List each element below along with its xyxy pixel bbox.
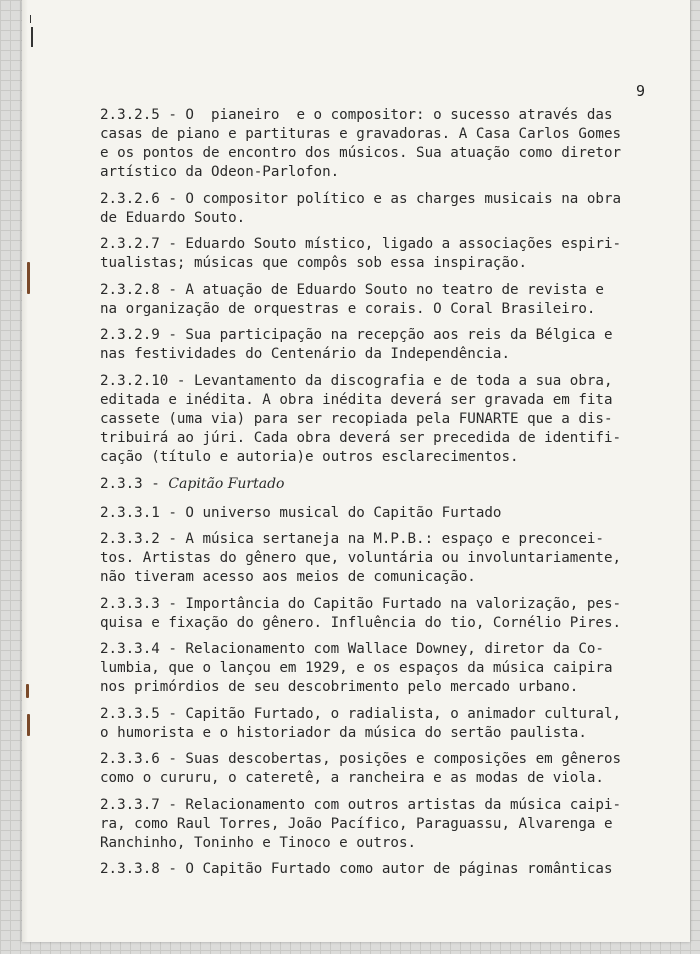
text-line: cassete (uma via) para ser recopiada pela FUNARTE que a dis-	[100, 410, 613, 427]
paragraph	[100, 796, 630, 853]
text-line: tribuirá ao júri. Cada obra deverá ser precedida de identifi-	[100, 429, 622, 446]
text-line: e os pontos de encontro dos músicos. Sua atuação como diretor	[100, 145, 622, 161]
paragraph	[100, 281, 630, 319]
text-line: como o cururu, o cateretê, a rancheira e as modas de viola.	[100, 770, 604, 786]
text-line: tualistas; músicas que compôs sob essa inspiração.	[100, 255, 528, 271]
text-line: cação (título e autoria)e outros esclarecimentos.	[100, 448, 519, 465]
text-line: 2.3.3.3 - Importância do Capitão Furtado na valorização, pes-	[100, 595, 622, 612]
paragraph	[100, 326, 630, 364]
text-line: 2.3.2.5 - O pianeiro e o compositor: o sucesso através das	[100, 107, 613, 123]
tick-mark	[30, 15, 31, 23]
text-line: 2.3.3.5 - Capitão Furtado, o radialista, o animador cultural,	[100, 705, 622, 722]
text-line: 2.3.2.9 - Sua participação na recepção aos reis da Bélgica e	[100, 327, 613, 343]
staple-mark	[27, 262, 30, 294]
text-line: 2.3.2.7 - Eduardo Souto místico, ligado a associações espiri-	[100, 236, 622, 252]
paragraph	[100, 235, 630, 273]
text-line: casas de piano e partituras e gravadoras. A Casa Carlos Gomes	[100, 126, 622, 142]
document-body	[100, 106, 630, 887]
text-line: tos. Artistas do gênero que, voluntária ou involuntariamente,	[100, 550, 622, 566]
text-line: nos primórdios de seu descobrimento pelo mercado urbano.	[100, 679, 579, 695]
page-number: 9	[636, 82, 646, 100]
text-line: não tiveram acesso aos meios de comunicação.	[100, 569, 476, 585]
text-line: 2.3.2.8 - A atuação de Eduardo Souto no teatro de revista e	[100, 281, 604, 298]
tick-mark	[31, 27, 33, 47]
paragraph	[100, 860, 630, 879]
text-line: 2.3.3.7 - Relacionamento com outros artistas da música caipi-	[100, 796, 622, 813]
paragraph	[100, 595, 630, 633]
staple-mark	[26, 684, 29, 698]
text-line: 2.3.2.6 - O compositor político e as charges musicais na obra	[100, 190, 622, 207]
paragraph	[100, 530, 630, 587]
text-line: nas festividades do Centenário da Independência.	[100, 346, 510, 362]
text-line: Ranchinho, Toninho e Tinoco e outros.	[100, 834, 417, 851]
text-line: quisa e fixação do gênero. Influência do tio, Cornélio Pires.	[100, 614, 622, 631]
text-line: ra, como Raul Torres, João Pacífico, Paraguassu, Alvarenga e	[100, 815, 613, 832]
text-line: 2.3.3.1 - O universo musical do Capitão Furtado	[100, 504, 502, 521]
section-heading	[100, 475, 630, 494]
text-line: lumbia, que o lançou em 1929, e os espaços da música caipira	[100, 660, 613, 676]
paragraph-group	[100, 106, 630, 467]
text-line: editada e inédita. A obra inédita deverá ser gravada em fita	[100, 391, 613, 408]
text-line: 2.3.3.2 - A música sertaneja na M.P.B.: espaço e preconcei-	[100, 531, 604, 547]
section-number: 2.3.3 -	[100, 475, 169, 492]
paragraph	[100, 504, 630, 523]
binder-edge	[22, 0, 28, 942]
text-line: 2.3.2.10 - Levantamento da discografia e de toda a sua obra,	[100, 372, 613, 389]
text-line: de Eduardo Souto.	[100, 209, 246, 226]
text-line: o humorista e o historiador da música do sertão paulista.	[100, 724, 587, 741]
paragraph	[100, 705, 630, 743]
paragraph	[100, 750, 630, 788]
paragraph-group	[100, 504, 630, 880]
text-line: 2.3.3.6 - Suas descobertas, posições e composições em gêneros	[100, 751, 622, 767]
paragraph	[100, 372, 630, 467]
paragraph	[100, 190, 630, 228]
text-line: na organização de orquestras e corais. O Coral Brasileiro.	[100, 300, 596, 317]
section-title: Capitão Furtado	[168, 475, 285, 492]
paragraph	[100, 640, 630, 697]
text-line: 2.3.3.4 - Relacionamento com Wallace Downey, diretor da Co-	[100, 641, 604, 657]
text-line: artístico da Odeon-Parlofon.	[100, 164, 340, 180]
paragraph	[100, 106, 630, 182]
text-line: 2.3.3.8 - O Capitão Furtado como autor de páginas românticas	[100, 861, 613, 877]
staple-mark	[27, 714, 30, 736]
